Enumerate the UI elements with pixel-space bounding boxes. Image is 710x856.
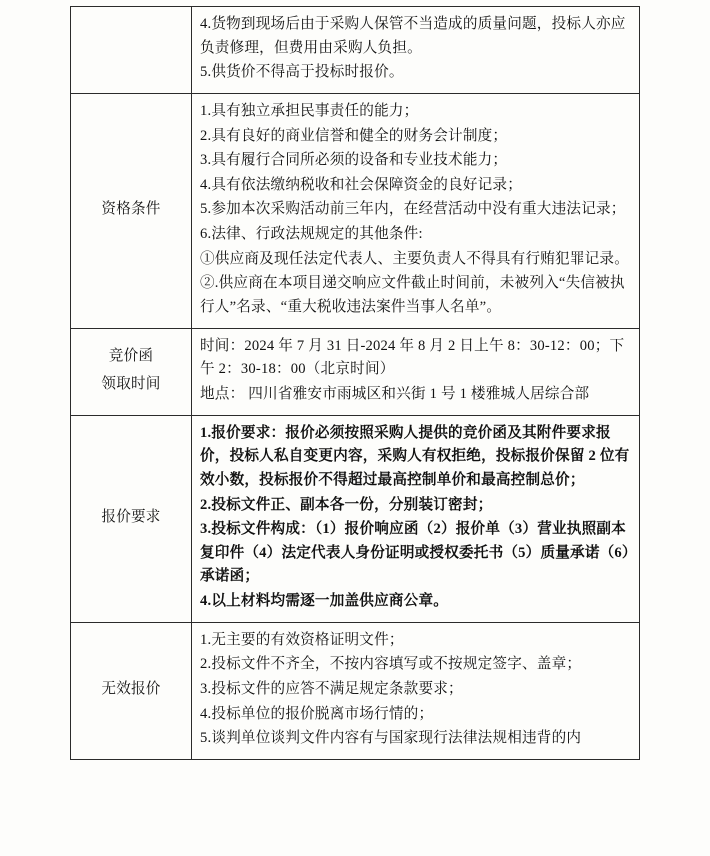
paragraph: 5.供货价不得高于投标时报价。 xyxy=(200,64,404,81)
paragraph: 2.具有良好的商业信誉和健全的财务会计制度； xyxy=(200,127,508,144)
paragraph: 2.投标文件不齐全，不按内容填写或不按规定签字、盖章； xyxy=(200,656,582,673)
paragraph: 4.货物到现场后由于采购人保管不当造成的质量问题，投标人亦应负责修理，但费用由采购人负担。 xyxy=(200,16,626,56)
row-content-bid-form-pickup xyxy=(192,328,640,415)
paragraph: 地点： 四川省雅安市雨城区和兴街 1 号 1 楼雅城人居综合部 xyxy=(200,385,590,402)
paragraph: ②.供应商在本项目递交响应文件截止时间前，未被列入“失信被执行人”名录、“重大税收违法案件当事人名单”。 xyxy=(200,275,625,316)
table-row xyxy=(71,622,640,759)
row-label-empty xyxy=(71,7,192,94)
paragraph: 4.投标单位的报价脱离市场行情的； xyxy=(200,705,434,722)
row-content-quotation-requirements xyxy=(192,415,640,622)
requirements-table xyxy=(70,6,640,760)
row-content-qualification xyxy=(192,93,640,328)
table-row xyxy=(71,7,640,94)
table-row xyxy=(71,93,640,328)
table-row xyxy=(71,415,640,622)
paragraph: 3.具有履行合同所必须的设备和专业技术能力； xyxy=(200,152,508,169)
paragraph: 4.以上材料均需逐一加盖供应商公章。 xyxy=(200,593,449,610)
table-row xyxy=(71,328,640,415)
paragraph: 4.具有依法缴纳税收和社会保障资金的良好记录； xyxy=(200,176,523,193)
row-label-bid-form-pickup xyxy=(71,328,192,415)
row-label-line: 领取时间 xyxy=(101,375,161,392)
paragraph: 2.投标文件正、副本各一份，分别装订密封； xyxy=(200,496,493,513)
paragraph: 5.谈判单位谈判文件内容有与国家现行法律法规相违背的内 xyxy=(200,730,582,747)
paragraph: 5.参加本次采购活动前三年内，在经营活动中没有重大违法记录； xyxy=(200,201,626,218)
paragraph: 时间：2024 年 7 月 31 日-2024 年 8 月 2 日上午 8：30-12：00；下午 2：30-18：00（北京时间） xyxy=(200,337,625,378)
row-content-delivery xyxy=(192,7,640,94)
row-label-invalid-quotation: 无效报价 xyxy=(71,622,192,759)
row-content-invalid-quotation xyxy=(192,622,640,759)
paragraph: 3.投标文件构成：（1）报价响应函（2）报价单（3）营业执照副本复印件（4）法定代表人身份证明或授权委托书（5）质量承诺（6）承诺函； xyxy=(200,521,630,585)
paragraph: 1.无主要的有效资格证明文件； xyxy=(200,631,404,648)
row-label-quotation-requirements: 报价要求 xyxy=(71,415,192,622)
paragraph: 6.法律、行政法规规定的其他条件: xyxy=(200,226,423,243)
row-label-qualification: 资格条件 xyxy=(71,93,192,328)
paragraph: ①供应商及现任法定代表人、主要负责人不得具有行贿犯罪记录。 xyxy=(200,250,630,267)
paragraph: 1.报价要求：报价必须按照采购人提供的竞价函及其附件要求报价，投标人私自变更内容，采购人有权拒绝，投标报价保留 2 位有效小数，投标报价不得超过最高控制单价和最高控制总价； xyxy=(200,424,630,488)
row-label-line: 竞价函 xyxy=(108,347,154,364)
paragraph: 1.具有独立承担民事责任的能力； xyxy=(200,102,419,119)
paragraph: 3.投标文件的应答不满足规定条款要求； xyxy=(200,681,463,698)
